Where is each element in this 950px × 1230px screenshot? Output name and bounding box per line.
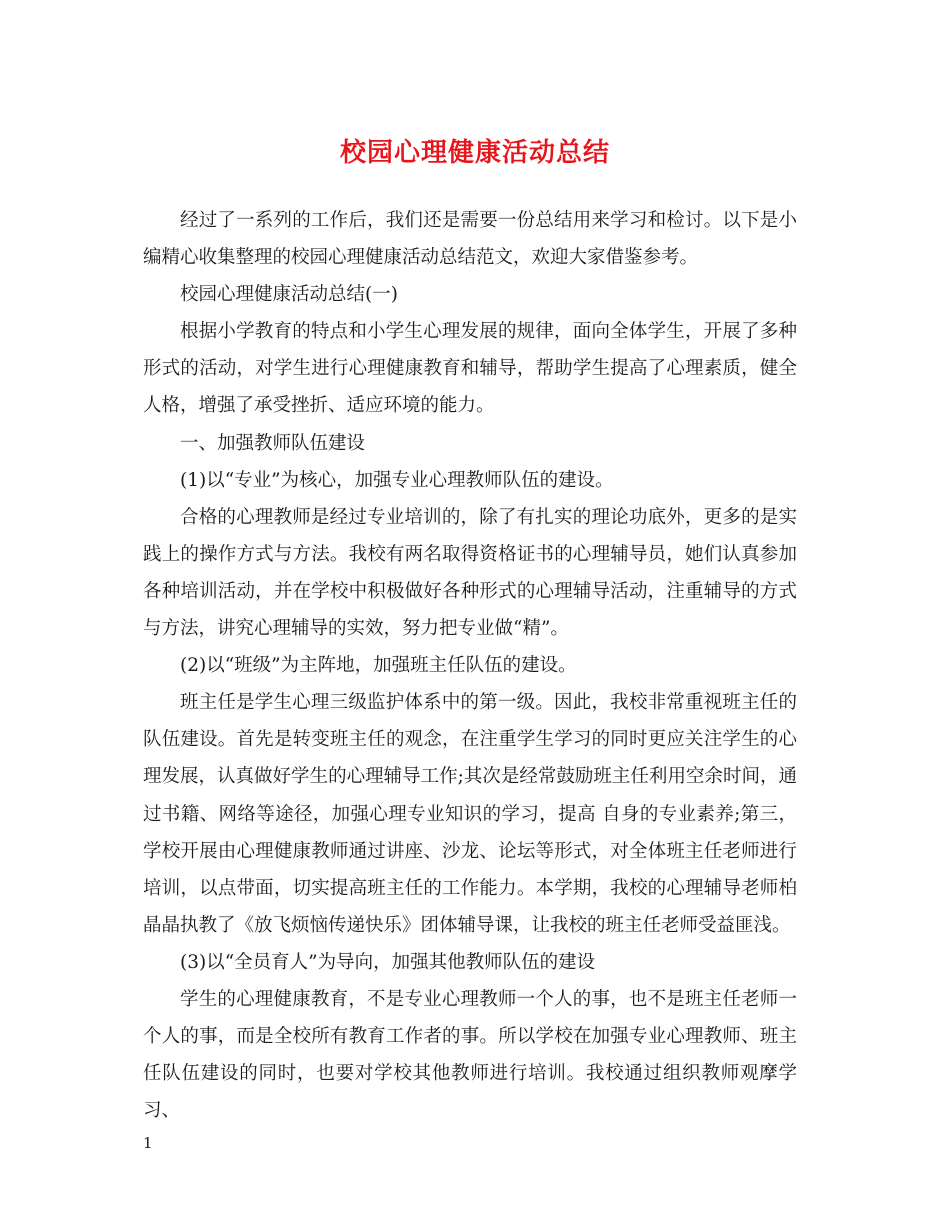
paragraph: 学生的心理健康教育，不是专业心理教师一个人的事，也不是班主任老师一个人的事，而是全校所有教育工作者的事。所以学校在加强专业心理教师、班主任队伍建设的同时，也要对学校其他教师进行培训。我校通过组织教师观摩学习、 [143, 988, 797, 1122]
document-body [143, 202, 797, 1129]
subheading: (3)以“全员育人”为导向，加强其他教师队伍的建设 [180, 951, 596, 973]
page-title: 校园心理健康活动总结 [339, 138, 610, 168]
subheading: (2)以“班级”为主阵地，加强班主任队伍的建设。 [180, 655, 577, 677]
paragraph: 合格的心理教师是经过专业培训的，除了有扎实的理论功底外，更多的是实践上的操作方式与方法。我校有两名取得资格证书的心理辅导员，她们认真参加各种培训活动，并在学校中积极做好各种形式的心理辅导活动，注重辅导的方式与方法，讲究心理辅导的实效，努力把专业做“精”。 [143, 506, 797, 640]
paragraph: 根据小学教育的特点和小学生心理发展的规律，面向全体学生，开展了多种形式的活动，对学生进行心理健康教育和辅导，帮助学生提高了心理素质，健全人格，增强了承受挫折、适应环境的能力。 [143, 321, 797, 417]
subheading: (1)以“专业”为核心，加强专业心理教师队伍的建设。 [180, 469, 614, 491]
paragraph-intro: 经过了一系列的工作后，我们还是需要一份总结用来学习和检讨。以下是小编精心收集整理的校园心理健康活动总结范文，欢迎大家借鉴参考。 [143, 210, 797, 269]
section-heading: 校园心理健康活动总结(一) [180, 284, 398, 306]
page-number: 1 [143, 1134, 153, 1152]
paragraph: 班主任是学生心理三级监护体系中的第一级。因此，我校非常重视班主任的队伍建设。首先是转变班主任的观念，在注重学生学习的同时更应关注学生的心理发展，认真做好学生的心理辅导工作;其次是经常鼓励班主任利用空余时间，通过书籍、网络等途径，加强心理专业知识的学习，提高 自身的专业素养;第三，学校开展由心理健康教师通过讲座、沙龙、论坛等形式，对全体班主任老师进行培训，以点带面，切实提高班主任的工作能力。本学期，我校的心理辅导老师柏晶晶执教了《放飞烦恼传递快乐》团体辅导课，让我校的班主任老师受益匪浅。 [143, 692, 797, 936]
subheading: 一、加强教师队伍建设 [180, 432, 366, 454]
